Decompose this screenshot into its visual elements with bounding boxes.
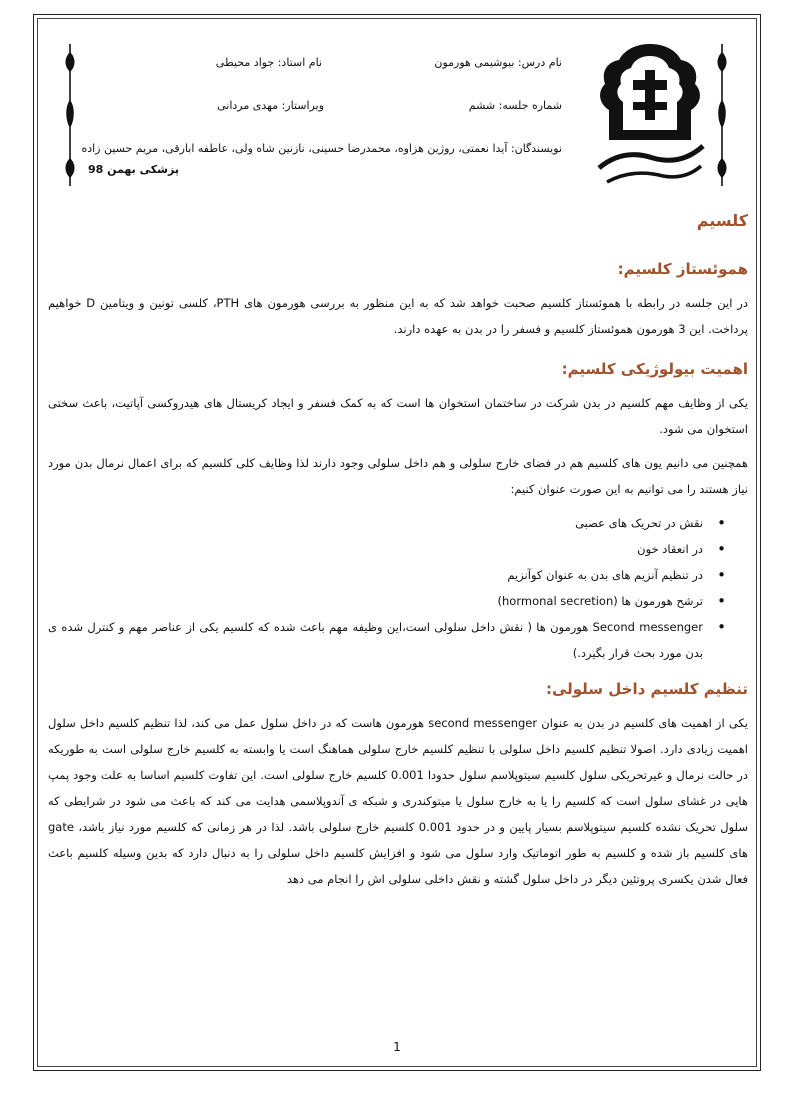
course-name: نام درس: بیوشیمی هورمون	[434, 56, 562, 69]
list-item: • Second messenger هورمون ها ( نقش داخل سلولی است،این وظیفه مهم باعث شده که کلسیم یکی از عناصر مهم و کنترل شده ی بدن مورد بحث قرار بگیرد.)	[48, 614, 703, 666]
university-logo	[593, 40, 708, 190]
importance-paragraph-2: همچنین می دانیم یون های کلسیم هم در فضای خارج سلولی و هم داخل سلولی وجود دارند لذا وظایف کلی کلسیم که برای اعمال نرمال بدن مورد نیاز هستند را می توانیم به این صورت عنوان کنیم:	[48, 456, 748, 496]
document-body	[48, 210, 748, 900]
homeostasis-paragraph: در این جلسه در رابطه با هموئستاز کلسیم صحبت خواهد شد که به این منظور به بررسی هورمون های PTH، کلسی تونین و ویتامین D خواهیم پرداخت. این 3 هورمون هموئستاز کلسیم و فسفر را در بدن به عهده دارند.	[48, 296, 748, 336]
page-number: 1	[393, 1040, 401, 1054]
list-item: • در انعقاد خون	[48, 536, 703, 562]
list-item: • نقش در تحریک های عصبی	[48, 510, 703, 536]
session-number: شماره جلسه: ششم	[468, 99, 562, 112]
importance-heading: اهمیت بیولوژیکی کلسیم:	[561, 360, 748, 378]
editor-name: ویراستار: مهدی مردانی	[217, 99, 324, 112]
list-item: • ترشح هورمون ها (hormonal secretion)	[48, 588, 703, 614]
functions-list	[48, 510, 748, 666]
cohort-label: پزشکی بهمن 98	[88, 163, 179, 176]
ornament-right-icon	[716, 44, 728, 186]
list-item: • در تنظیم آنزیم های بدن به عنوان کوآنزیم	[48, 562, 703, 588]
university-emblem-icon	[593, 40, 708, 190]
importance-paragraph-1: یکی از وظایف مهم کلسیم در بدن شرکت در ساختمان استخوان ها است که به کمک فسفر و ایجاد کریستال های هیدروکسی آپاتیت، باعث سختی استخوان می شود.	[48, 396, 748, 436]
ornament-left-icon	[64, 44, 76, 186]
professor-name: نام استاد: جواد محیطی	[215, 56, 322, 69]
document-title: کلسیم	[696, 211, 748, 230]
document-header	[0, 0, 794, 200]
regulation-paragraph: یکی از اهمیت های کلسیم در بدن به عنوان second messenger هورمون هاست که در داخل سلول عمل می کند، لذا تنظیم کلسیم داخل سلول اهمیت زیادی دارد. اصولا تنظیم کلسیم داخل سلولی با تنظیم کلسیم خارج سلولی هماهنگ است یا وابسته به کلسیم خارج سلولی است به طوریکه در حالت نرمال و غیرتحریکی سلول کلسیم سیتوپلاسم سلول حدودا 0.001 کلسیم خارج سلولی است. این تفاوت کلسیم اساسا به علت وجود پمپ هایی در غشای سلول است که کلسیم را یا به خارج سلول یا میتوکندری و شبکه ی آندوپلاسمی هدایت می کند که باعث می شود در شرایطی که سلول تحریک نشده کلسیم سیتوپلاسم بسیار پایین و در حدود 0.001 کلسیم خارج سلولی باشد. لذا در هر زمانی که کلسیم مورد نیاز باشد، gate های کلسیم باز شده و کلسیم به طور اتوماتیک وارد سلول می شود و افزایش کلسیم داخل سلولی را به دنبال دارد که بدین وسیله کلسیم باعث فعال شدن یکسری پروتئین دیگر در داخل سلول گشته و نقش داخلی سلولی اش را انجام می دهد	[48, 716, 748, 886]
authors-list: نویسندگان: آیدا نعمتی، روژین هزاوه، محمدرضا حسینی، نازنین شاه ولی، عاطفه ابارقی، مریم حسین زاده	[81, 142, 562, 155]
homeostasis-heading: هموئستاز کلسیم:	[617, 260, 748, 278]
regulation-heading: تنظیم کلسیم داخل سلولی:	[545, 680, 748, 698]
